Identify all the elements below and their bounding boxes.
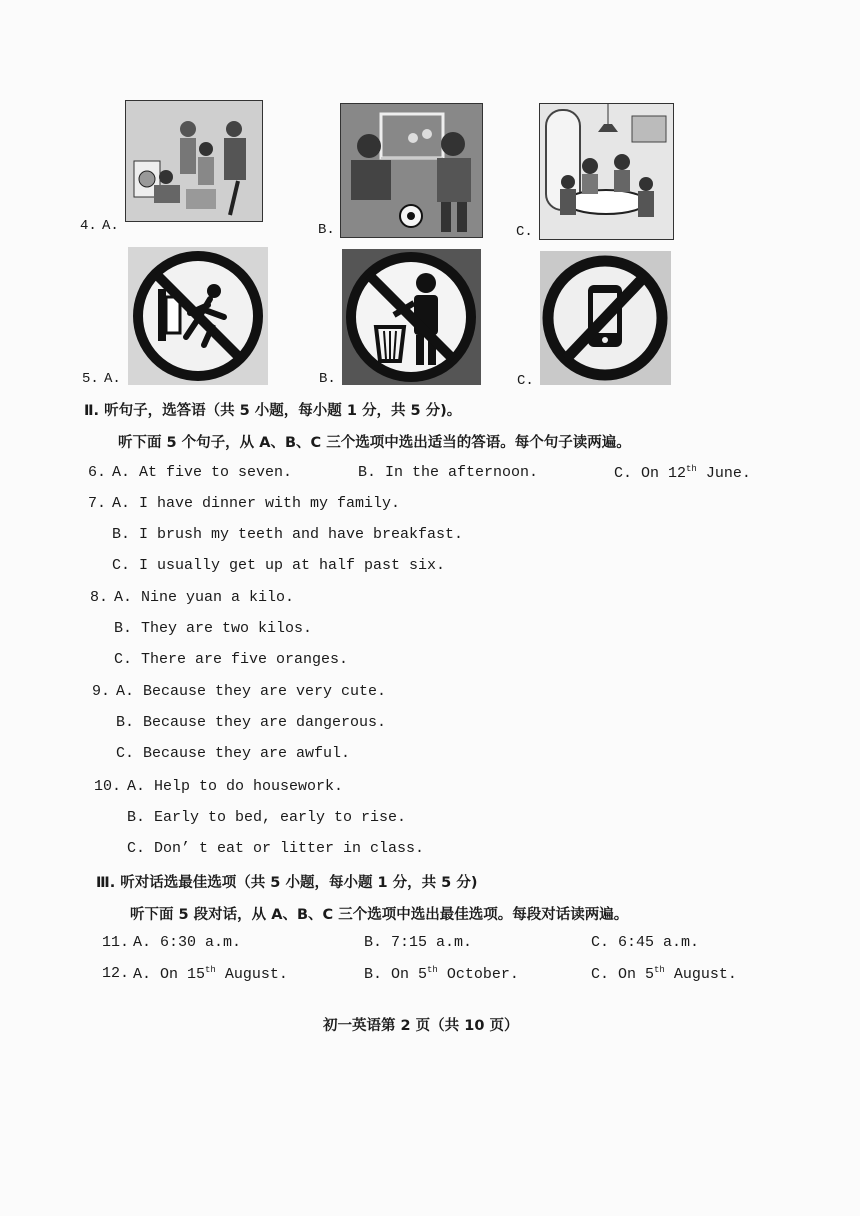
- q5-number: 5.: [82, 371, 99, 387]
- q7-option-a: A. I have dinner with my family.: [112, 495, 401, 512]
- q12-option-a: A. On 15th August.: [133, 965, 288, 983]
- q9-option-c: C. Because they are awful.: [116, 745, 351, 762]
- q9-number: 9.: [92, 683, 111, 700]
- q8-option-a: A. Nine yuan a kilo.: [114, 589, 295, 606]
- q6-option-b: B. In the afternoon.: [358, 464, 539, 481]
- q11-option-a: A. 6:30 a.m.: [133, 934, 242, 951]
- no-phone-sign: [540, 251, 671, 385]
- q12-number: 12.: [102, 965, 130, 982]
- q4-label-c: C.: [516, 224, 533, 240]
- q8-option-c: C. There are five oranges.: [114, 651, 349, 668]
- q10-option-a: A. Help to do housework.: [127, 778, 344, 795]
- family-dinner-picture: [539, 103, 674, 240]
- children-playing-football-picture: [340, 103, 483, 238]
- q5-label-a: A.: [104, 371, 121, 387]
- q11-option-b: B. 7:15 a.m.: [364, 934, 473, 951]
- q9-option-a: A. Because they are very cute.: [116, 683, 387, 700]
- q4-number: 4.: [80, 218, 97, 234]
- no-littering-sign: [342, 249, 481, 385]
- q10-number: 10.: [94, 778, 122, 795]
- section2-title: Ⅱ. 听句子，选答语（共 5 小题，每小题 1 分，共 5 分)。: [84, 403, 462, 419]
- q9-option-b: B. Because they are dangerous.: [116, 714, 387, 731]
- q12-option-c: C. On 5th August.: [591, 965, 737, 983]
- q11-number: 11.: [102, 934, 130, 951]
- section3-title: Ⅲ. 听对话选最佳选项（共 5 小题，每小题 1 分，共 5 分): [96, 875, 478, 891]
- q6-number: 6.: [88, 464, 107, 481]
- page-footer: 初一英语第 2 页（共 10 页）: [323, 1018, 519, 1034]
- q8-number: 8.: [90, 589, 109, 606]
- q4-label-a: A.: [102, 218, 119, 234]
- q4-label-b: B.: [318, 222, 335, 238]
- family-housework-picture: [125, 100, 263, 222]
- no-running-sign: [128, 247, 268, 385]
- section3-instruction: 听下面 5 段对话，从 A、B、C 三个选项中选出最佳选项。每段对话读两遍。: [130, 907, 629, 923]
- q7-number: 7.: [88, 495, 107, 512]
- q12-option-b: B. On 5th October.: [364, 965, 519, 983]
- q5-label-c: C.: [517, 373, 534, 389]
- q6-option-c: C. On 12th June.: [614, 464, 751, 482]
- q10-option-b: B. Early to bed, early to rise.: [127, 809, 407, 826]
- q6-option-a: A. At five to seven.: [112, 464, 293, 481]
- section2-instruction: 听下面 5 个句子，从 A、B、C 三个选项中选出适当的答语。每个句子读两遍。: [118, 435, 631, 451]
- q10-option-c: C. Don’ t eat or litter in class.: [127, 840, 425, 857]
- q5-label-b: B.: [319, 371, 336, 387]
- q7-option-c: C. I usually get up at half past six.: [112, 557, 446, 574]
- q8-option-b: B. They are two kilos.: [114, 620, 313, 637]
- q11-option-c: C. 6:45 a.m.: [591, 934, 700, 951]
- q7-option-b: B. I brush my teeth and have breakfast.: [112, 526, 464, 543]
